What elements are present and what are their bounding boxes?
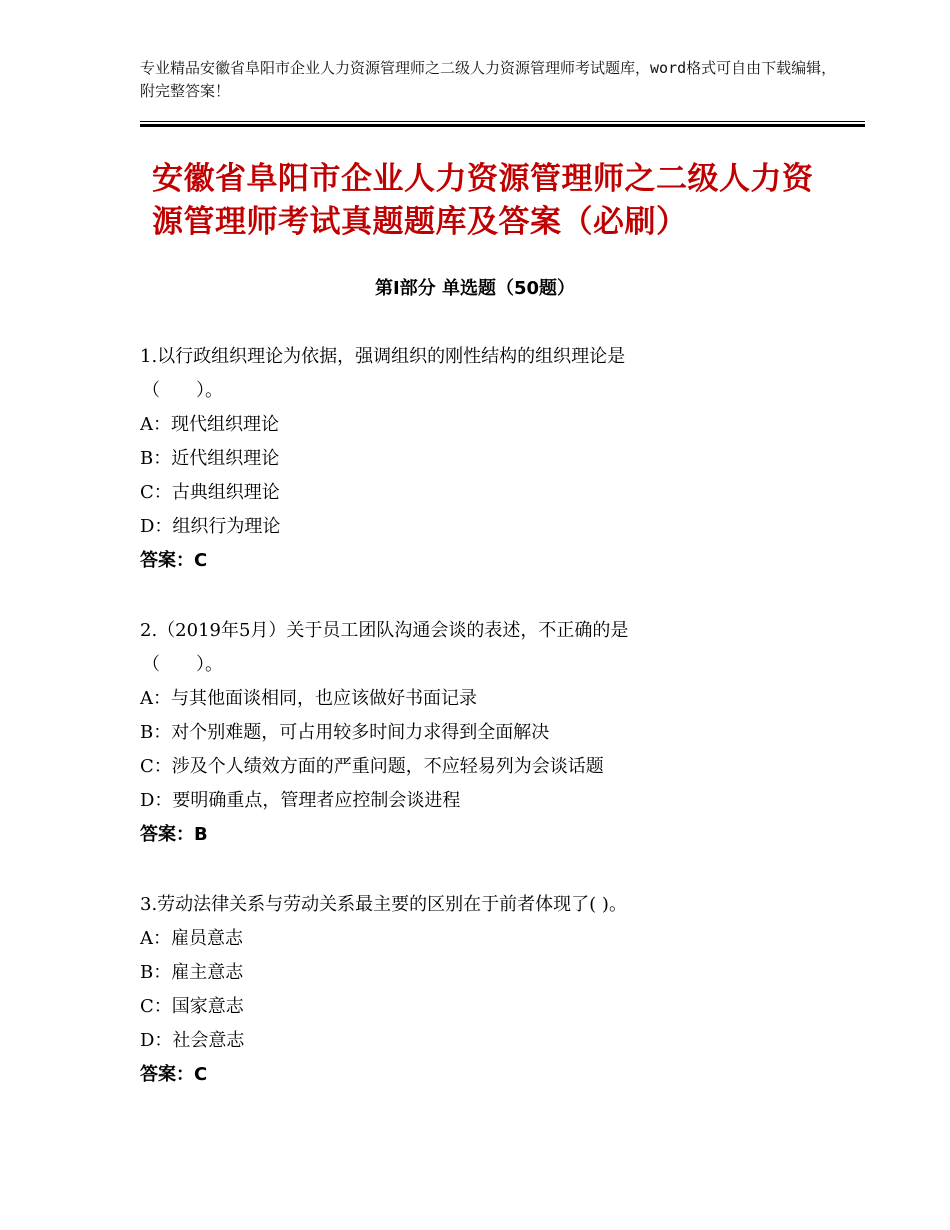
section-title: 第Ⅰ部分 单选题（50题） [374,278,575,299]
document-title: 安徽省阜阳市企业人力资源管理师之二级人力资源管理师考试真题题库及答案（必刷） [152,161,814,240]
option-d: D：要明确重点，管理者应控制会谈进程 [140,790,461,811]
option-c: C：古典组织理论 [140,482,280,503]
header-note: 专业精品安徽省阜阳市企业人力资源管理师之二级人力资源管理师考试题库，word格式可自由下载编辑，附完整答案！ [140,59,837,100]
question-stem [140,614,830,682]
option-a: A：与其他面谈相同，也应该做好书面记录 [140,688,477,709]
option-b: B：雇主意志 [140,962,244,983]
question-stem [140,888,830,922]
header-divider-thin [140,121,865,122]
option-c: C：涉及个人绩效方面的严重问题，不应轻易列为会谈话题 [140,756,604,777]
option-b: B：对个别难题，可占用较多时间力求得到全面解决 [140,722,550,743]
answer: 答案：B [140,824,208,845]
answer: 答案：C [140,550,208,571]
question-stem-text: 1.以行政组织理论为依据，强调组织的刚性结构的组织理论是 [140,346,626,367]
question-blank: （ ）。 [142,380,223,401]
question-blank: （ ）。 [142,654,223,675]
option-a: A：现代组织理论 [140,414,279,435]
option-c: C：国家意志 [140,996,244,1017]
question-stem-text: 2.（2019年5月）关于员工团队沟通会谈的表述，不正确的是 [140,620,629,641]
question-stem [140,340,830,408]
option-d: D：组织行为理论 [140,516,281,537]
option-d: D：社会意志 [140,1030,245,1051]
option-a: A：雇员意志 [140,928,243,949]
question-3 [140,888,830,1092]
question-1 [140,340,830,578]
option-b: B：近代组织理论 [140,448,280,469]
question-stem-text: 3.劳动法律关系与劳动关系最主要的区别在于前者体现了( )。 [140,894,627,915]
answer: 答案：C [140,1064,208,1085]
header-divider-thick [140,124,865,127]
question-2 [140,614,830,852]
